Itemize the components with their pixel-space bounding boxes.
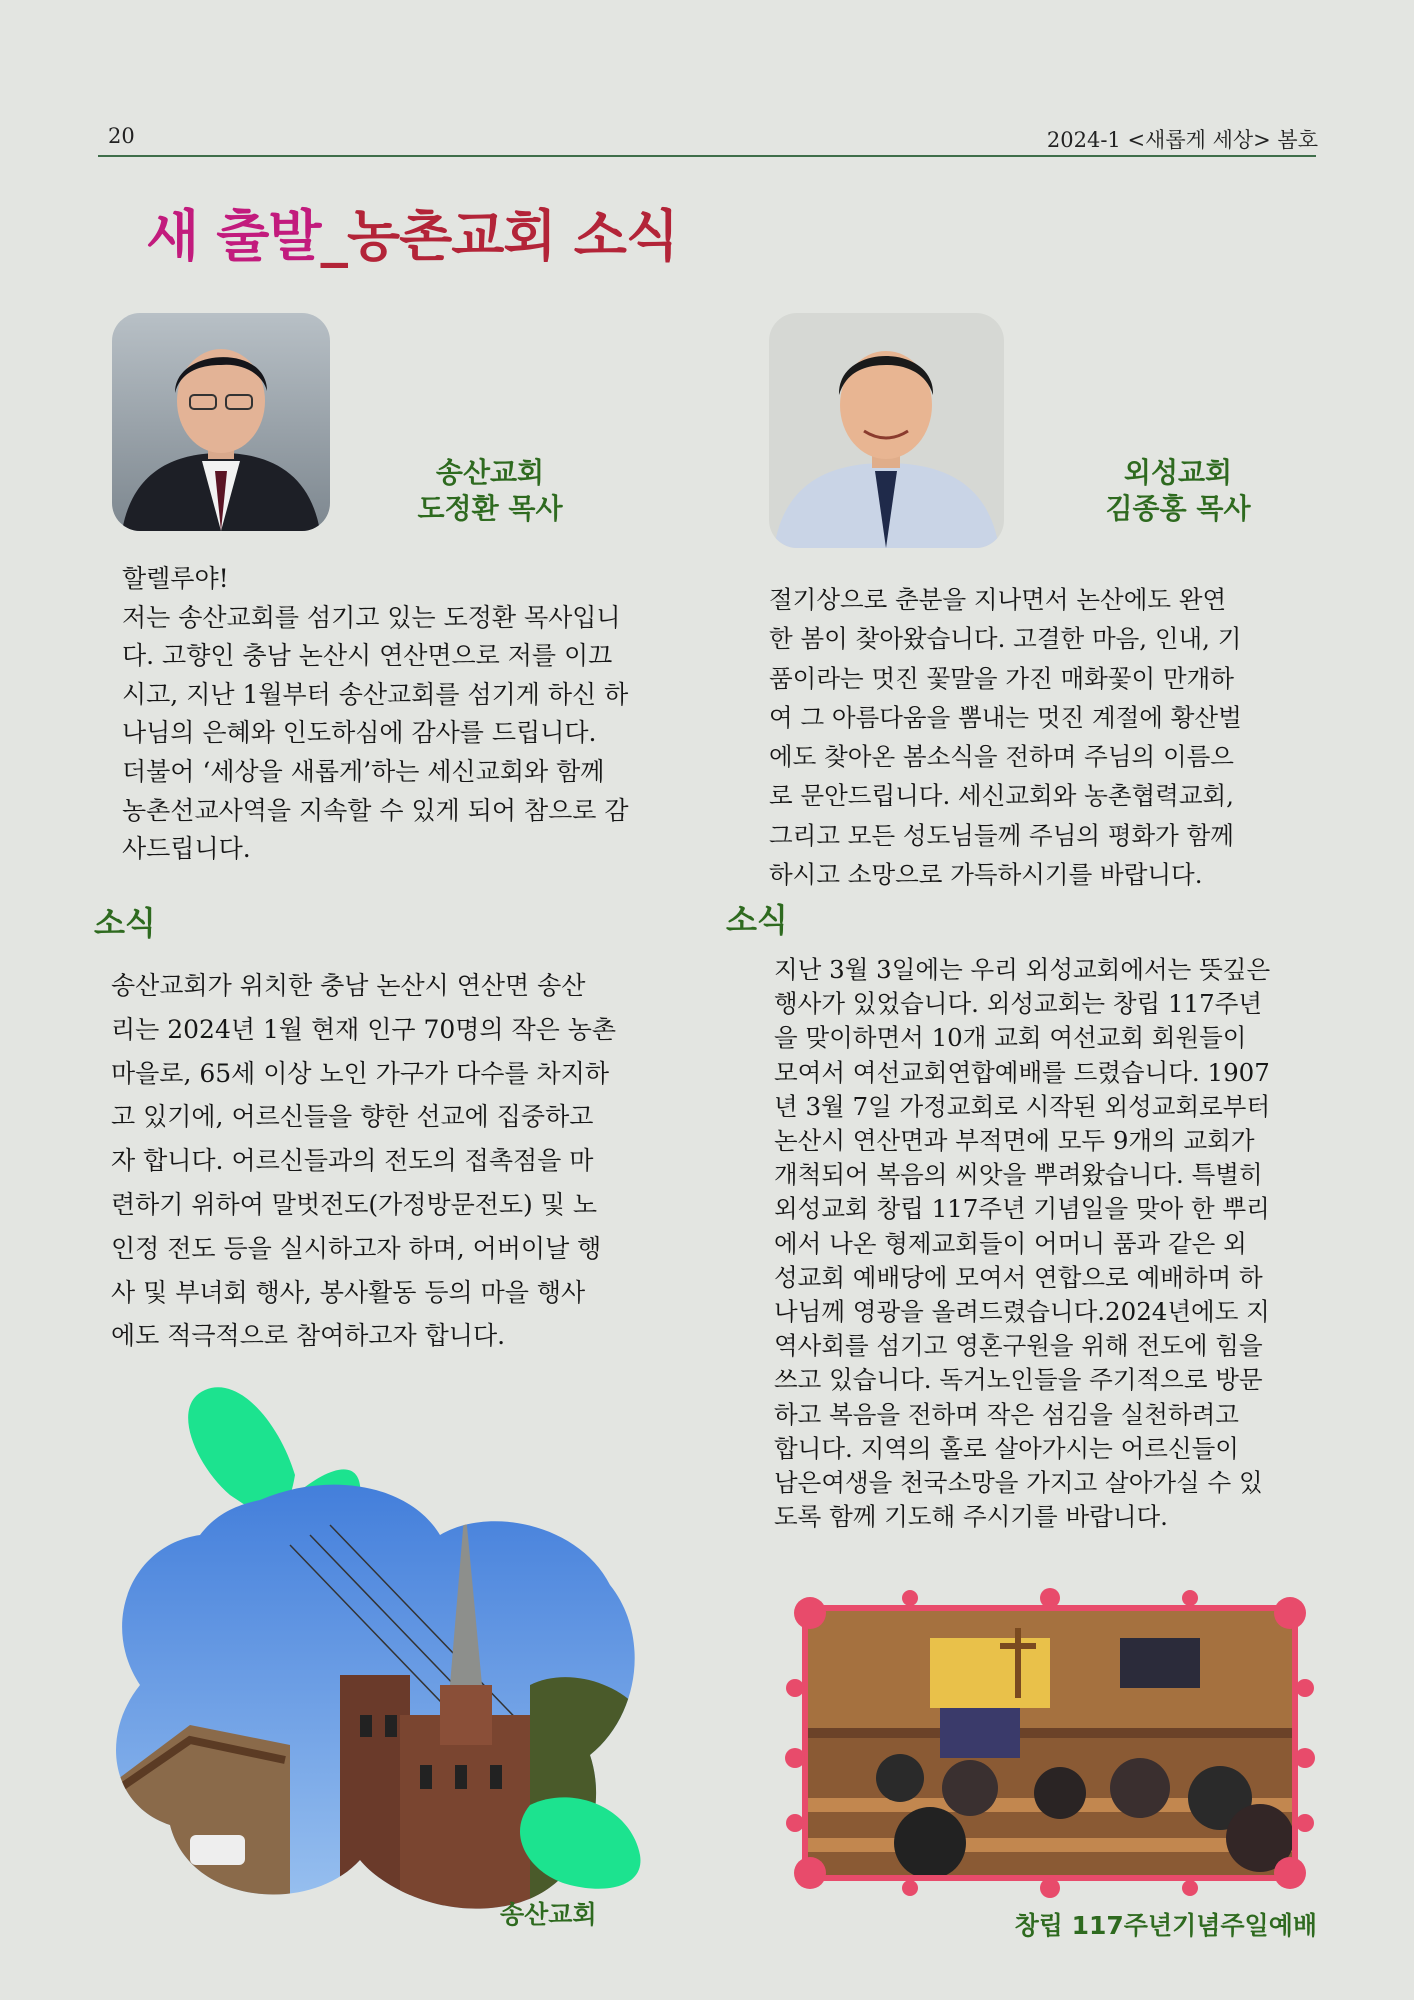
- pastor-name: 김종홍 목사: [1105, 492, 1251, 525]
- photo-caption-oeseong: 창립 117주년기념주일예배: [1014, 1911, 1317, 1940]
- news-oeseong: 지난 3월 3일에는 우리 외성교회에서는 뜻깊은 행사가 있었습니다. 외성교회는 창립 117주년 을 맞이하면서 10개 교회 여선교회 회원들이 모여서 여선교회연합예배를 드렸습니다. 1907 년 3월 7일 가정교회로 시작된 외성교회로부터 논산시 연산면과 부적면에 모두 9개의 교회가 개척되어 복음의 씨앗을 뿌려왔습니다. 특별히 외성교회 창립 117주년 기념일을 맞아 한 뿌리 에서 나온 형제교회들이 어머니 품과 같은 외 성교회 예배당에 모여서 연합으로 예배하며 하 나님께 영광을 올려드렸습니다.2024년에도 지 역사회를 섬기고 영혼구원을 위해 전도에 힘을 쓰고 있습니다. 독거노인들을 주기적으로 방문 하고 복음을 전하며 작은 섬김을 실천하려고 합니다. 지역의 홀로 살아가시는 어르신들이 남은여생을 천국소망을 가지고 살아가실 수 있 도록 함께 기도해 주시기를 바랍니다.: [774, 955, 1271, 1532]
- header-divider: [98, 155, 1316, 157]
- news-label-oeseong: 소식: [726, 901, 788, 939]
- pastor-photo-oeseong: [769, 313, 1004, 548]
- page-title: [146, 192, 678, 271]
- anniversary-worship-photo: [770, 1588, 1330, 1898]
- page-number: 20: [108, 124, 135, 148]
- news-label-songsan: 소식: [94, 904, 156, 942]
- greeting-oeseong: 절기상으로 춘분을 지나면서 논산에도 완연 한 봄이 찾아왔습니다. 고결한 마음, 인내, 기 품이라는 멋진 꽃말을 가진 매화꽃이 만개하 여 그 아름다움을 뽐내는 멋진 계절에 황산벌 에도 찾아온 봄소식을 전하며 주님의 이름으 로 문안드립니다. 세신교회와 농촌협력교회, 그리고 모든 성도님들께 주님의 평화가 함께 하시고 소망으로 가득하시기를 바랍니다.: [769, 585, 1242, 890]
- church-caption-oeseong: [1068, 455, 1288, 527]
- church-name: 송산교회: [435, 456, 545, 489]
- pastor-name: 도정환 목사: [417, 492, 563, 525]
- photo-caption-songsan: 송산교회: [500, 1900, 597, 1929]
- pastor-photo-songsan: [112, 313, 330, 531]
- issue-label: 2024-1 <새롭게 세상> 봄호: [1046, 128, 1318, 152]
- greeting-songsan: 할렐루야! 저는 송산교회를 섬기고 있는 도정환 목사입니 다. 고향인 충남 논산시 연산면으로 저를 이끄 시고, 지난 1월부터 송산교회를 섬기게 하신 하 나님의 은혜와 인도하심에 감사를 드립니다. 더불어 ‘세상을 새롭게’하는 세신교회와 함께 농촌선교사역을 지속할 수 있게 되어 참으로 감 사드립니다.: [122, 564, 629, 864]
- title-part2: _농촌교회 소식: [320, 204, 678, 268]
- title-part1: 새 출발: [146, 204, 321, 268]
- church-name: 외성교회: [1123, 456, 1233, 489]
- songsan-church-photo: [110, 1385, 680, 1925]
- news-songsan: 송산교회가 위치한 충남 논산시 연산면 송산 리는 2024년 1월 현재 인구 70명의 작은 농촌 마을로, 65세 이상 노인 가구가 다수를 차지하 고 있기에, 어르신들을 향한 선교에 집중하고 자 합니다. 어르신들과의 전도의 접촉점을 마 련하기 위하여 말벗전도(가정방문전도) 및 노 인정 전도 등을 실시하고자 하며, 어버이날 행 사 및 부녀회 행사, 봉사활동 등의 마을 행사 에도 적극적으로 참여하고자 합니다.: [111, 971, 617, 1351]
- church-caption-songsan: [380, 455, 600, 527]
